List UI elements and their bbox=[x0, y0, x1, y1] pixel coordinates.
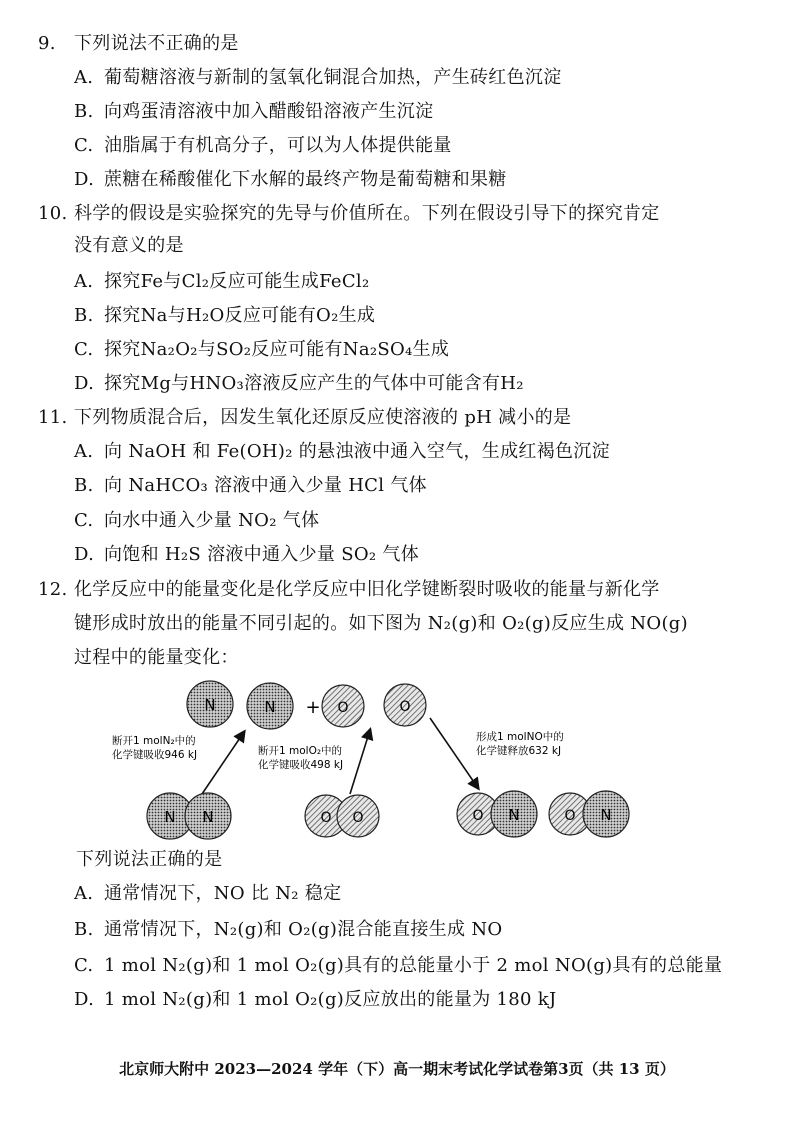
question-12-option-c bbox=[74, 954, 722, 978]
question-number: 11. bbox=[38, 407, 68, 428]
option-text: 通常情况下，NO 比 N₂ 稳定 bbox=[104, 883, 342, 904]
option-key: D. bbox=[74, 544, 95, 565]
question-text: 下列说法不正确的是 bbox=[74, 33, 239, 54]
svg-text:O: O bbox=[564, 808, 576, 824]
option-text: 油脂属于有机高分子，可以为人体提供能量 bbox=[104, 135, 452, 156]
question-9-option-a bbox=[74, 66, 562, 90]
question-10-option-c bbox=[74, 338, 449, 362]
question-12-stem bbox=[38, 578, 660, 602]
question-12-option-b bbox=[74, 918, 502, 942]
option-text: 探究Na与H₂O反应可能有O₂生成 bbox=[104, 305, 376, 326]
question-10-option-d bbox=[74, 372, 524, 396]
option-text: 1 mol N₂(g)和 1 mol O₂(g)反应放出的能量为 180 kJ bbox=[104, 989, 557, 1010]
option-text: 探究Na₂O₂与SO₂反应可能有Na₂SO₄生成 bbox=[104, 339, 450, 360]
option-key: B. bbox=[74, 475, 94, 496]
question-12-option-a bbox=[74, 882, 341, 906]
question-10-stem-continued: 没有意义的是 bbox=[74, 235, 184, 256]
o2-molecule bbox=[305, 795, 379, 837]
option-key: B. bbox=[74, 305, 94, 326]
svg-text:N: N bbox=[164, 808, 176, 826]
option-key: C. bbox=[74, 955, 94, 976]
option-text: 向鸡蛋清溶液中加入醋酸铅溶液产生沉淀 bbox=[104, 101, 434, 122]
option-key: A. bbox=[74, 441, 94, 462]
label-break-n2-line2: 化学键吸收946 kJ bbox=[112, 749, 198, 761]
question-9-option-b bbox=[74, 100, 433, 124]
option-text: 探究Mg与HNO₃溶液反应产生的气体中可能含有H₂ bbox=[104, 373, 524, 394]
question-11-option-b bbox=[74, 474, 427, 498]
arrow-n2-break bbox=[202, 732, 244, 794]
svg-text:N: N bbox=[508, 806, 520, 824]
question-text: 下列物质混合后，因发生氧化还原反应使溶液的 pH 减小的是 bbox=[74, 407, 572, 428]
question-10-option-b bbox=[74, 304, 375, 328]
question-9-option-c bbox=[74, 134, 452, 158]
question-11-option-a bbox=[74, 440, 610, 464]
o-atom bbox=[322, 685, 364, 727]
option-key: D. bbox=[74, 169, 95, 190]
option-key: A. bbox=[74, 271, 94, 292]
question-12-stem-line3: 过程中的能量变化： bbox=[74, 647, 239, 668]
question-10-option-a bbox=[74, 270, 370, 294]
question-9-stem bbox=[38, 32, 239, 56]
option-key: C. bbox=[74, 510, 94, 531]
option-text: 蔗糖在稀酸催化下水解的最终产物是葡萄糖和果糖 bbox=[104, 169, 507, 190]
o-atom bbox=[384, 684, 426, 726]
option-text: 向 NaHCO₃ 溶液中通入少量 HCl 气体 bbox=[104, 475, 427, 496]
option-key: B. bbox=[74, 101, 94, 122]
arrow-no-form bbox=[430, 718, 478, 788]
page-footer: 北京师大附中 2023—2024 学年（下）高一期末考试化学试卷第3页（共 13 页） bbox=[119, 1060, 675, 1078]
question-10-stem bbox=[38, 202, 660, 226]
option-key: C. bbox=[74, 135, 94, 156]
option-text: 通常情况下，N₂(g)和 O₂(g)混合能直接生成 NO bbox=[104, 919, 503, 940]
label-break-n2-line1: 断开1 molN₂中的 bbox=[112, 735, 196, 747]
question-11-stem bbox=[38, 406, 571, 430]
svg-text:N: N bbox=[264, 698, 276, 716]
n-atom bbox=[247, 683, 293, 729]
plus-sign: + bbox=[305, 697, 321, 718]
option-text: 葡萄糖溶液与新制的氢氧化铜混合加热，产生砖红色沉淀 bbox=[104, 67, 562, 88]
svg-text:N: N bbox=[204, 696, 216, 714]
question-number: 10. bbox=[38, 203, 68, 224]
option-text: 向饱和 H₂S 溶液中通入少量 SO₂ 气体 bbox=[104, 544, 420, 565]
question-text: 化学反应中的能量变化是化学反应中旧化学键断裂时吸收的能量与新化学 bbox=[74, 579, 660, 600]
n-atom bbox=[187, 681, 233, 727]
label-form-no-line2: 化学键释放632 kJ bbox=[476, 745, 562, 757]
question-11-option-c bbox=[74, 509, 319, 533]
option-key: A. bbox=[74, 883, 94, 904]
option-key: D. bbox=[74, 373, 95, 394]
no-molecule bbox=[457, 791, 537, 837]
option-key: D. bbox=[74, 989, 95, 1010]
n2-molecule bbox=[147, 793, 231, 839]
label-break-o2-line2: 化学键吸收498 kJ bbox=[258, 759, 344, 771]
svg-text:O: O bbox=[337, 700, 349, 716]
arrow-o2-break bbox=[350, 730, 370, 794]
question-9-option-d bbox=[74, 168, 507, 192]
label-break-o2-line1: 断开1 molO₂中的 bbox=[258, 745, 343, 757]
label-form-no-line1: 形成1 molNO中的 bbox=[476, 731, 564, 743]
svg-text:O: O bbox=[472, 808, 484, 824]
question-12-prompt: 下列说法正确的是 bbox=[76, 849, 223, 870]
question-text: 科学的假设是实验探究的先导与价值所在。下列在假设引导下的探究肯定 bbox=[74, 203, 660, 224]
option-text: 1 mol N₂(g)和 1 mol O₂(g)具有的总能量小于 2 mol NO(g)具有的总能量 bbox=[104, 955, 723, 976]
option-text: 向水中通入少量 NO₂ 气体 bbox=[104, 510, 320, 531]
svg-text:O: O bbox=[352, 810, 364, 826]
no-molecule bbox=[549, 791, 629, 837]
option-text: 探究Fe与Cl₂反应可能生成FeCl₂ bbox=[104, 271, 370, 292]
option-key: C. bbox=[74, 339, 94, 360]
svg-text:O: O bbox=[320, 810, 332, 826]
option-key: A. bbox=[74, 67, 94, 88]
question-12-stem-line2: 键形成时放出的能量不同引起的。如下图为 N₂(g)和 O₂(g)反应生成 NO(g) bbox=[74, 613, 688, 634]
option-key: B. bbox=[74, 919, 94, 940]
svg-text:N: N bbox=[202, 808, 214, 826]
question-11-option-d bbox=[74, 543, 419, 567]
energy-change-diagram bbox=[100, 676, 660, 851]
question-number: 12. bbox=[38, 579, 68, 600]
question-12-option-d bbox=[74, 988, 557, 1012]
svg-text:O: O bbox=[399, 699, 411, 715]
question-number: 9. bbox=[38, 33, 56, 54]
svg-text:N: N bbox=[600, 806, 612, 824]
option-text: 向 NaOH 和 Fe(OH)₂ 的悬浊液中通入空气，生成红褐色沉淀 bbox=[104, 441, 610, 462]
